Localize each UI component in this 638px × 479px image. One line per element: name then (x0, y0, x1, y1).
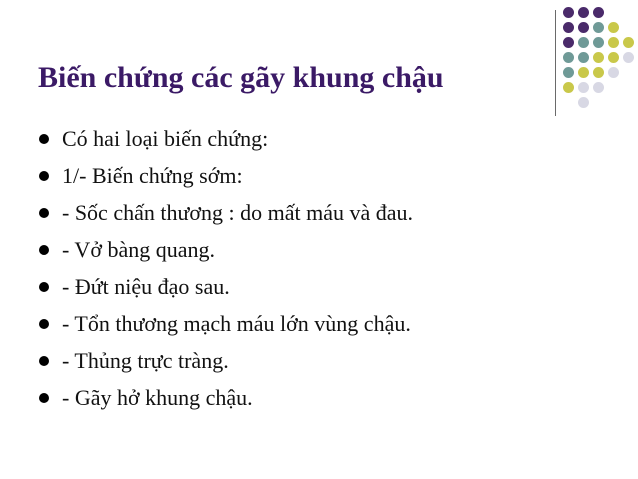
bullet-dot-icon (39, 356, 49, 366)
list-item (36, 346, 413, 383)
bullet-text: - Sốc chấn thương : do mất máu và đau. (62, 200, 414, 225)
bullet-text: 1/- Biến chứng sớm: (62, 163, 243, 188)
decor-dot (578, 82, 589, 93)
bullet-text: - Thủng trực tràng. (62, 348, 229, 373)
decor-dot (593, 7, 604, 18)
bullet-dot-icon (39, 208, 49, 218)
slide-title: Biến chứng các gãy khung chậu (38, 61, 444, 94)
list-item (36, 198, 413, 235)
list-item (36, 235, 413, 272)
list-item (36, 124, 413, 161)
decor-dot (578, 22, 589, 33)
decor-dot (593, 67, 604, 78)
decor-dot (563, 7, 574, 18)
decor-dot (578, 52, 589, 63)
decor-dot (608, 67, 619, 78)
bullet-dot-icon (39, 245, 49, 255)
list-item (36, 309, 413, 346)
list-item (36, 161, 413, 198)
decor-dot (593, 22, 604, 33)
decor-dot (608, 52, 619, 63)
decor-dot (578, 67, 589, 78)
list-item (36, 272, 413, 309)
bullet-dot-icon (39, 171, 49, 181)
decor-dot (623, 37, 634, 48)
decor-dot (608, 37, 619, 48)
bullet-text: - Tổn thương mạch máu lớn vùng chậu. (62, 311, 411, 336)
title-divider (555, 10, 556, 116)
decor-dot (563, 37, 574, 48)
decor-dot (578, 97, 589, 108)
bullet-text: - Gãy hở khung chậu. (62, 385, 253, 410)
list-item (36, 383, 413, 420)
bullet-dot-icon (39, 282, 49, 292)
bullet-dot-icon (39, 319, 49, 329)
bullet-text: - Đứt niệu đạo sau. (62, 274, 230, 299)
bullet-text: - Vở bàng quang. (62, 237, 215, 262)
decor-dot (593, 82, 604, 93)
decor-dot (563, 82, 574, 93)
decor-dot (608, 22, 619, 33)
dot-grid-icon (563, 7, 633, 107)
decor-dot (563, 52, 574, 63)
bullet-dot-icon (39, 393, 49, 403)
bullet-dot-icon (39, 134, 49, 144)
decor-dot (593, 37, 604, 48)
decor-dot (623, 52, 634, 63)
bullet-list (36, 124, 413, 420)
decor-dot (593, 52, 604, 63)
decor-dot (563, 67, 574, 78)
decor-dot (563, 22, 574, 33)
decor-dot (578, 7, 589, 18)
decor-dot (578, 37, 589, 48)
bullet-text: Có hai loại biến chứng: (62, 126, 269, 151)
